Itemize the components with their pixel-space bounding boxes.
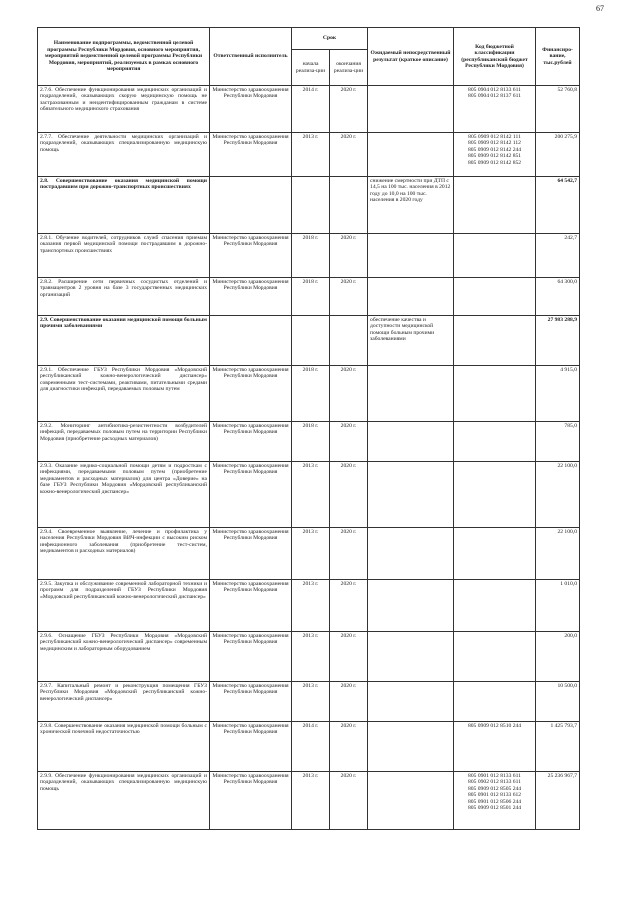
row-result-cell: обеспечение качества и доступности медицинской помощи больным прочими заболеваниями [368,316,454,366]
row-code-cell: 805 0909 012 8142 111 805 0909 012 8142 112 805 0909 012 8142 244 805 0909 012 8142 851 805 0909 012 8142 852 [454,133,536,177]
table-row [38,462,580,528]
table-row [38,316,580,366]
row-start-cell: 2013 г. [292,580,330,632]
row-end-cell: 2020 г. [330,234,368,278]
row-end-cell: 2020 г. [330,528,368,580]
row-result-cell [368,772,454,830]
row-result-cell [368,278,454,316]
table-row [38,682,580,722]
row-finance-cell: 200 275,9 [536,133,580,177]
row-result-cell [368,682,454,722]
row-name-cell: 2.8.2. Расширение сети первичных сосудистых отделений и травмацентров 2 уровня на базе 3 государственных медицинских организаций [38,278,210,316]
table-row [38,528,580,580]
row-end-cell: 2020 г. [330,133,368,177]
row-finance-cell: 785,0 [536,422,580,462]
row-start-cell: 2018 г. [292,422,330,462]
row-start-cell: 2018 г. [292,278,330,316]
row-executor-cell: Министерство здравоохранения Республики Мордовия [210,422,292,462]
row-code-cell [454,234,536,278]
row-start-cell: 2018 г. [292,366,330,422]
row-name-cell: 2.7.7. Обеспечение деятельности медицинских организаций и подразделений, оказывающих специализированную медицинскую помощь [38,133,210,177]
row-code-cell [454,366,536,422]
row-executor-cell: Министерство здравоохранения Республики Мордовия [210,86,292,133]
row-code-cell [454,177,536,234]
row-name-cell: 2.9.2. Мониторинг антибиотико-резистентности возбудителей инфекций, передаваемых половым путем на территории Республики Мордовия (приобретение расходных материалов) [38,422,210,462]
row-end-cell: 2020 г. [330,86,368,133]
row-start-cell: 2013 г. [292,682,330,722]
row-code-cell: 805 0909 012 8510 244 [454,722,536,772]
row-start-cell: 2013 г. [292,772,330,830]
row-result-cell [368,722,454,772]
table-row [38,632,580,682]
row-finance-cell: 22 100,0 [536,528,580,580]
row-end-cell: 2020 г. [330,580,368,632]
row-code-cell [454,528,536,580]
header-executor: Ответственный исполнитель [210,28,292,86]
table-row [38,722,580,772]
row-executor-cell: Министерство здравоохранения Республики Мордовия [210,133,292,177]
row-executor-cell [210,177,292,234]
row-start-cell: 2013 г. [292,632,330,682]
row-start-cell [292,177,330,234]
row-executor-cell [210,316,292,366]
row-result-cell [368,632,454,682]
table-row [38,772,580,830]
row-end-cell: 2020 г. [330,278,368,316]
row-executor-cell: Министерство здравоохранения Республики Мордовия [210,462,292,528]
row-executor-cell: Министерство здравоохранения Республики Мордовия [210,366,292,422]
row-end-cell: 2020 г. [330,366,368,422]
page-number: 67 [596,4,604,13]
row-result-cell [368,366,454,422]
row-end-cell: 2020 г. [330,632,368,682]
row-finance-cell: 1 010,0 [536,580,580,632]
row-finance-cell: 64 542,7 [536,177,580,234]
row-finance-cell: 25 236 967,7 [536,772,580,830]
row-start-cell: 2014 г. [292,722,330,772]
table-row [38,86,580,133]
row-executor-cell: Министерство здравоохранения Республики Мордовия [210,722,292,772]
table-row [38,366,580,422]
row-result-cell [368,462,454,528]
row-finance-cell: 1 425 793,7 [536,722,580,772]
row-result-cell [368,422,454,462]
row-code-cell [454,316,536,366]
row-finance-cell: 10 500,0 [536,682,580,722]
row-end-cell: 2020 г. [330,722,368,772]
row-result-cell [368,133,454,177]
header-code: Код бюджетной классификации (республиканский бюджет Республики Мордовия) [454,28,536,86]
row-finance-cell: 200,0 [536,632,580,682]
header-finance: Финансиро-вание, тыс.рублей [536,28,580,86]
header-end: окончания реализа-ции [330,50,368,86]
table-row [38,580,580,632]
row-code-cell [454,422,536,462]
table-row [38,234,580,278]
row-code-cell [454,462,536,528]
row-finance-cell: 4 915,0 [536,366,580,422]
row-end-cell: 2020 г. [330,682,368,722]
row-executor-cell: Министерство здравоохранения Республики Мордовия [210,682,292,722]
table-row [38,278,580,316]
row-code-cell [454,580,536,632]
row-code-cell: 805 0901 012 8133 611 805 0902 012 8133 611 805 0909 012 8505 244 805 0901 012 8133 612 805 0901 012 8506 244 805 0909 012 8501 244 [454,772,536,830]
row-code-cell [454,632,536,682]
row-finance-cell: 64 300,0 [536,278,580,316]
row-executor-cell: Министерство здравоохранения Республики Мордовия [210,772,292,830]
table-row [38,177,580,234]
row-name-cell: 2.9.4. Своевременное выявление, лечение и профилактика у населения Республики Мордовия ВИЧ-инфекции с высоким риском инфекционного заболевания (приобретение тест-систем, медикаментов и расходных материалов) [38,528,210,580]
table-row [38,133,580,177]
row-start-cell [292,316,330,366]
row-end-cell: 2020 г. [330,772,368,830]
row-name-cell: 2.9. Совершенствование оказания медицинской помощи больным прочими заболеваниями [38,316,210,366]
row-end-cell [330,177,368,234]
row-code-cell [454,278,536,316]
row-start-cell: 2018 г. [292,234,330,278]
row-result-cell [368,580,454,632]
row-start-cell: 2014 г. [292,86,330,133]
row-name-cell: 2.9.3. Оказание медико-социальной помощи детям и подросткам с инфекциями, передаваемыми половым путем (приобретение медикаментов и расходных материалов) для центра «Доверие» на базе ГБУЗ Республики Мордовия «Мордовский республиканский кожно-венерологический диспансер» [38,462,210,528]
row-finance-cell: 22 100,0 [536,462,580,528]
row-name-cell: 2.9.5. Закупка и обслуживание современной лабораторной техники и программ для подразделений ГБУЗ Республики Мордовия «Мордовский республиканский кожно-венерологический диспансер» [38,580,210,632]
row-name-cell: 2.8.1. Обучение водителей, сотрудников служб спасения приемам оказания первой медицинской помощи пострадавшим в дорожно-транспортных происшествиях [38,234,210,278]
row-result-cell [368,528,454,580]
header-start: начала реализа-ции [292,50,330,86]
row-name-cell: 2.9.6. Оснащение ГБУЗ Республики Мордовия «Мордовский республиканский кожно-венерологический диспансер» современным медицинским и лабораторным оборудованием [38,632,210,682]
row-executor-cell: Министерство здравоохранения Республики Мордовия [210,278,292,316]
row-name-cell: 2.9.7. Капитальный ремонт и реконструкция помещения ГБУЗ Республики Мордовия «Мордовский республиканский кожно-венерологический диспансер» [38,682,210,722]
row-executor-cell: Министерство здравоохранения Республики Мордовия [210,234,292,278]
row-end-cell: 2020 г. [330,422,368,462]
row-name-cell: 2.8. Совершенствование оказания медицинской помощи пострадавшим при дорожно-транспортных происшествиях [38,177,210,234]
row-finance-cell: 242,7 [536,234,580,278]
row-result-cell [368,234,454,278]
header-name: Наименование подпрограммы, ведомственной целевой программы Республики Мордовия, основного мероприятия, мероприятий ведомственной целевой программы Республики Мордовия, мероприятий, реализуемых в рамках основного мероприятия [38,28,210,86]
row-name-cell: 2.9.9. Обеспечение функционирования медицинских организаций и подразделений, оказывающих специализированную медицинскую помощь [38,772,210,830]
row-finance-cell: 52 760,8 [536,86,580,133]
row-start-cell: 2013 г. [292,133,330,177]
row-executor-cell: Министерство здравоохранения Республики Мордовия [210,528,292,580]
header-term: Срок [292,28,368,50]
row-start-cell: 2013 г. [292,528,330,580]
row-end-cell: 2020 г. [330,462,368,528]
row-result-cell: снижение смертности при ДТП с 14,5 на 100 тыс. населения в 2012 году до 10,0 на 100 тыс. населения в 2020 году [368,177,454,234]
budget-table [37,27,580,830]
row-finance-cell: 27 983 288,9 [536,316,580,366]
row-executor-cell: Министерство здравоохранения Республики Мордовия [210,580,292,632]
row-code-cell [454,682,536,722]
row-start-cell: 2013 г. [292,462,330,528]
row-name-cell: 2.7.6. Обеспечение функционирования медицинских организаций и подразделений, оказывающих скорую медицинскую помощь не застрахованным и неидентифицированным гражданам в системе обязательного медицинского страхования [38,86,210,133]
row-name-cell: 2.9.8. Совершенствование оказания медицинской помощи больным с хронической почечной недостаточностью [38,722,210,772]
row-executor-cell: Министерство здравоохранения Республики Мордовия [210,632,292,682]
table-row [38,422,580,462]
row-end-cell [330,316,368,366]
table-body [38,86,580,830]
row-name-cell: 2.9.1. Обеспечение ГБУЗ Республики Мордовия «Мордовский республиканский кожно-венерологический диспансер» современными тест-системами, реактивами, питательными средами для диагностики инфекций, передаваемых половым путем [38,366,210,422]
row-result-cell [368,86,454,133]
row-code-cell: 805 0904 012 8133 611 805 0904 012 8137 611 [454,86,536,133]
header-result: Ожидаемый непосредственный результат (краткое описание) [368,28,454,86]
